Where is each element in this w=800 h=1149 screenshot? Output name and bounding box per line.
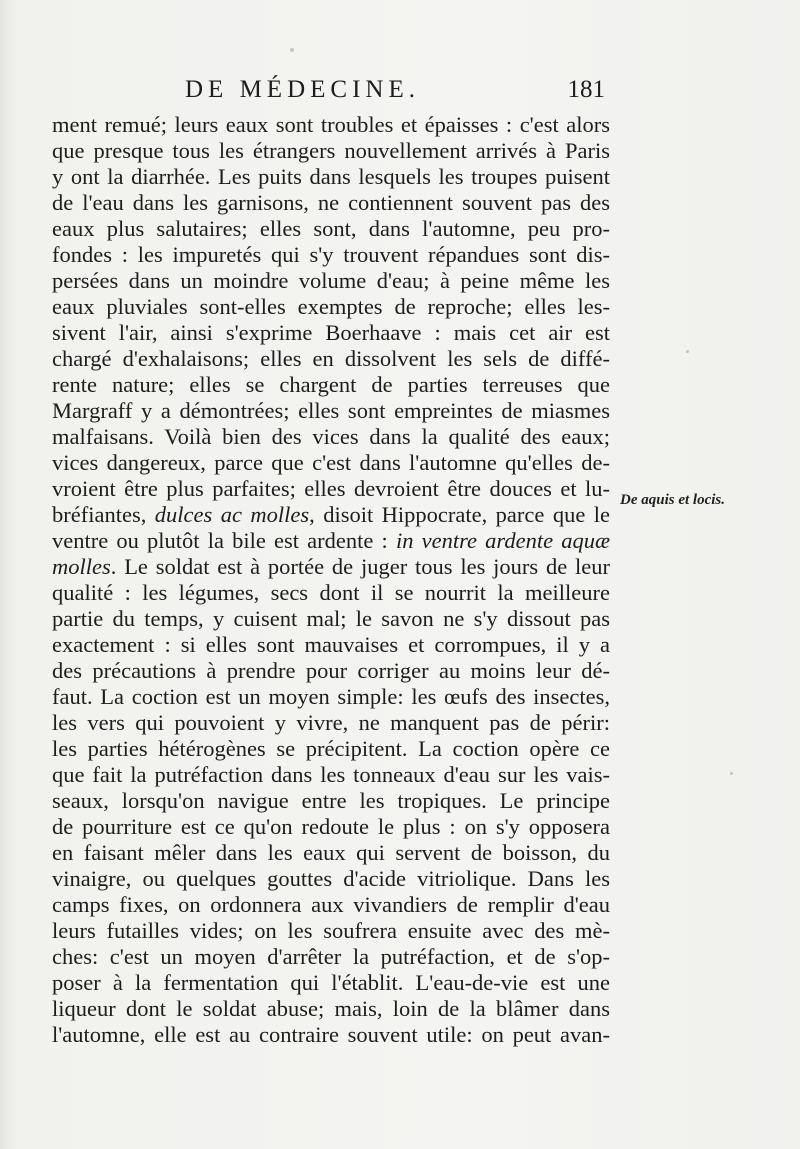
italic-latin-quote: molles xyxy=(52,554,111,579)
text-line: vroient être plus parfaites; elles devroient être douces et lu- xyxy=(52,476,610,501)
body-text xyxy=(52,112,610,1048)
margin-note: De aquis et locis. xyxy=(620,492,725,508)
text-line: de pourriture est ce qu'on redoute le plus : on s'y opposera xyxy=(52,814,610,839)
text-line: y ont la diarrhée. Les puits dans lesquels les troupes puisent xyxy=(52,164,610,189)
text-line: rente nature; elles se chargent de parties terreuses que xyxy=(52,372,610,397)
text-line: camps fixes, on ordonnera aux vivandiers de remplir d'eau xyxy=(52,892,610,917)
text-line: ment remué; leurs eaux sont troubles et épaisses : c'est alors xyxy=(52,112,610,137)
text-segment: bréfiantes, xyxy=(52,502,155,527)
text-line: liqueur dont le soldat abuse; mais, loin de la blâmer dans xyxy=(52,996,610,1021)
italic-latin-quote: in ventre ardente aquæ xyxy=(395,528,610,553)
text-line: partie du temps, y cuisent mal; le savon ne s'y dissout pas xyxy=(52,606,610,631)
text-line: eaux pluviales sont-elles exemptes de reproche; elles les- xyxy=(52,294,610,319)
text-line: les parties hétérogènes se précipitent. La coction opère ce xyxy=(52,736,610,761)
text-line: que fait la putréfaction dans les tonneaux d'eau sur les vais- xyxy=(52,762,610,787)
ink-speck xyxy=(290,48,294,52)
text-line: exactement : si elles sont mauvaises et corrompues, il y a xyxy=(52,632,610,657)
text-line: chargé d'exhalaisons; elles en dissolvent les sels de diffé- xyxy=(52,346,610,371)
running-head xyxy=(185,76,605,110)
text-line xyxy=(52,528,610,554)
text-line xyxy=(52,502,610,528)
text-line xyxy=(52,554,610,580)
page-number: 181 xyxy=(567,76,605,103)
text-line: des précautions à prendre pour corriger au moins leur dé- xyxy=(52,658,610,683)
text-line: de l'eau dans les garnisons, ne contiennent souvent pas des xyxy=(52,190,610,215)
text-line: seaux, lorsqu'on navigue entre les tropiques. Le principe xyxy=(52,788,610,813)
text-line: sivent l'air, ainsi s'exprime Boerhaave : mais cet air est xyxy=(52,320,610,345)
italic-latin-quote: dulces ac molles xyxy=(154,502,310,527)
ink-speck xyxy=(686,350,689,353)
text-line: Margraff y a démontrées; elles sont empreintes de miasmes xyxy=(52,398,610,423)
text-segment: , disoit Hippocrate, parce que le xyxy=(309,502,610,527)
text-line: les vers qui pouvoient y vivre, ne manquent pas de périr: xyxy=(52,710,610,735)
text-line: leurs futailles vides; on les soufrera ensuite avec des mè- xyxy=(52,918,610,943)
text-line: eaux plus salutaires; elles sont, dans l'automne, peu pro- xyxy=(52,216,610,241)
text-line: vices dangereux, parce que c'est dans l'automne qu'elles de- xyxy=(52,450,610,475)
text-line: qualité : les légumes, secs dont il se nourrit la meilleure xyxy=(52,580,610,605)
text-line: faut. La coction est un moyen simple: les œufs des insectes, xyxy=(52,684,610,709)
text-line: l'automne, elle est au contraire souvent utile: on peut avan- xyxy=(52,1022,610,1047)
ink-speck xyxy=(730,772,733,775)
text-line: poser à la fermentation qui l'établit. L'eau-de-vie est une xyxy=(52,970,610,995)
text-line: ches: c'est un moyen d'arrêter la putréfaction, et de s'op- xyxy=(52,944,610,969)
text-line: malfaisans. Voilà bien des vices dans la qualité des eaux; xyxy=(52,424,610,449)
text-line: que presque tous les étrangers nouvellement arrivés à Paris xyxy=(52,138,610,163)
running-title: DE MÉDECINE. xyxy=(185,76,420,103)
text-line: en faisant mêler dans les eaux qui servent de boisson, du xyxy=(52,840,610,865)
text-segment: . Le soldat est à portée de juger tous les jours de leur xyxy=(110,554,610,579)
text-line: persées dans un moindre volume d'eau; à peine même les xyxy=(52,268,610,293)
text-line: vinaigre, ou quelques gouttes d'acide vitriolique. Dans les xyxy=(52,866,610,891)
text-line: fondes : les impuretés qui s'y trouvent répandues sont dis- xyxy=(52,242,610,267)
text-segment: ventre ou plutôt la bile est ardente : xyxy=(52,528,396,553)
